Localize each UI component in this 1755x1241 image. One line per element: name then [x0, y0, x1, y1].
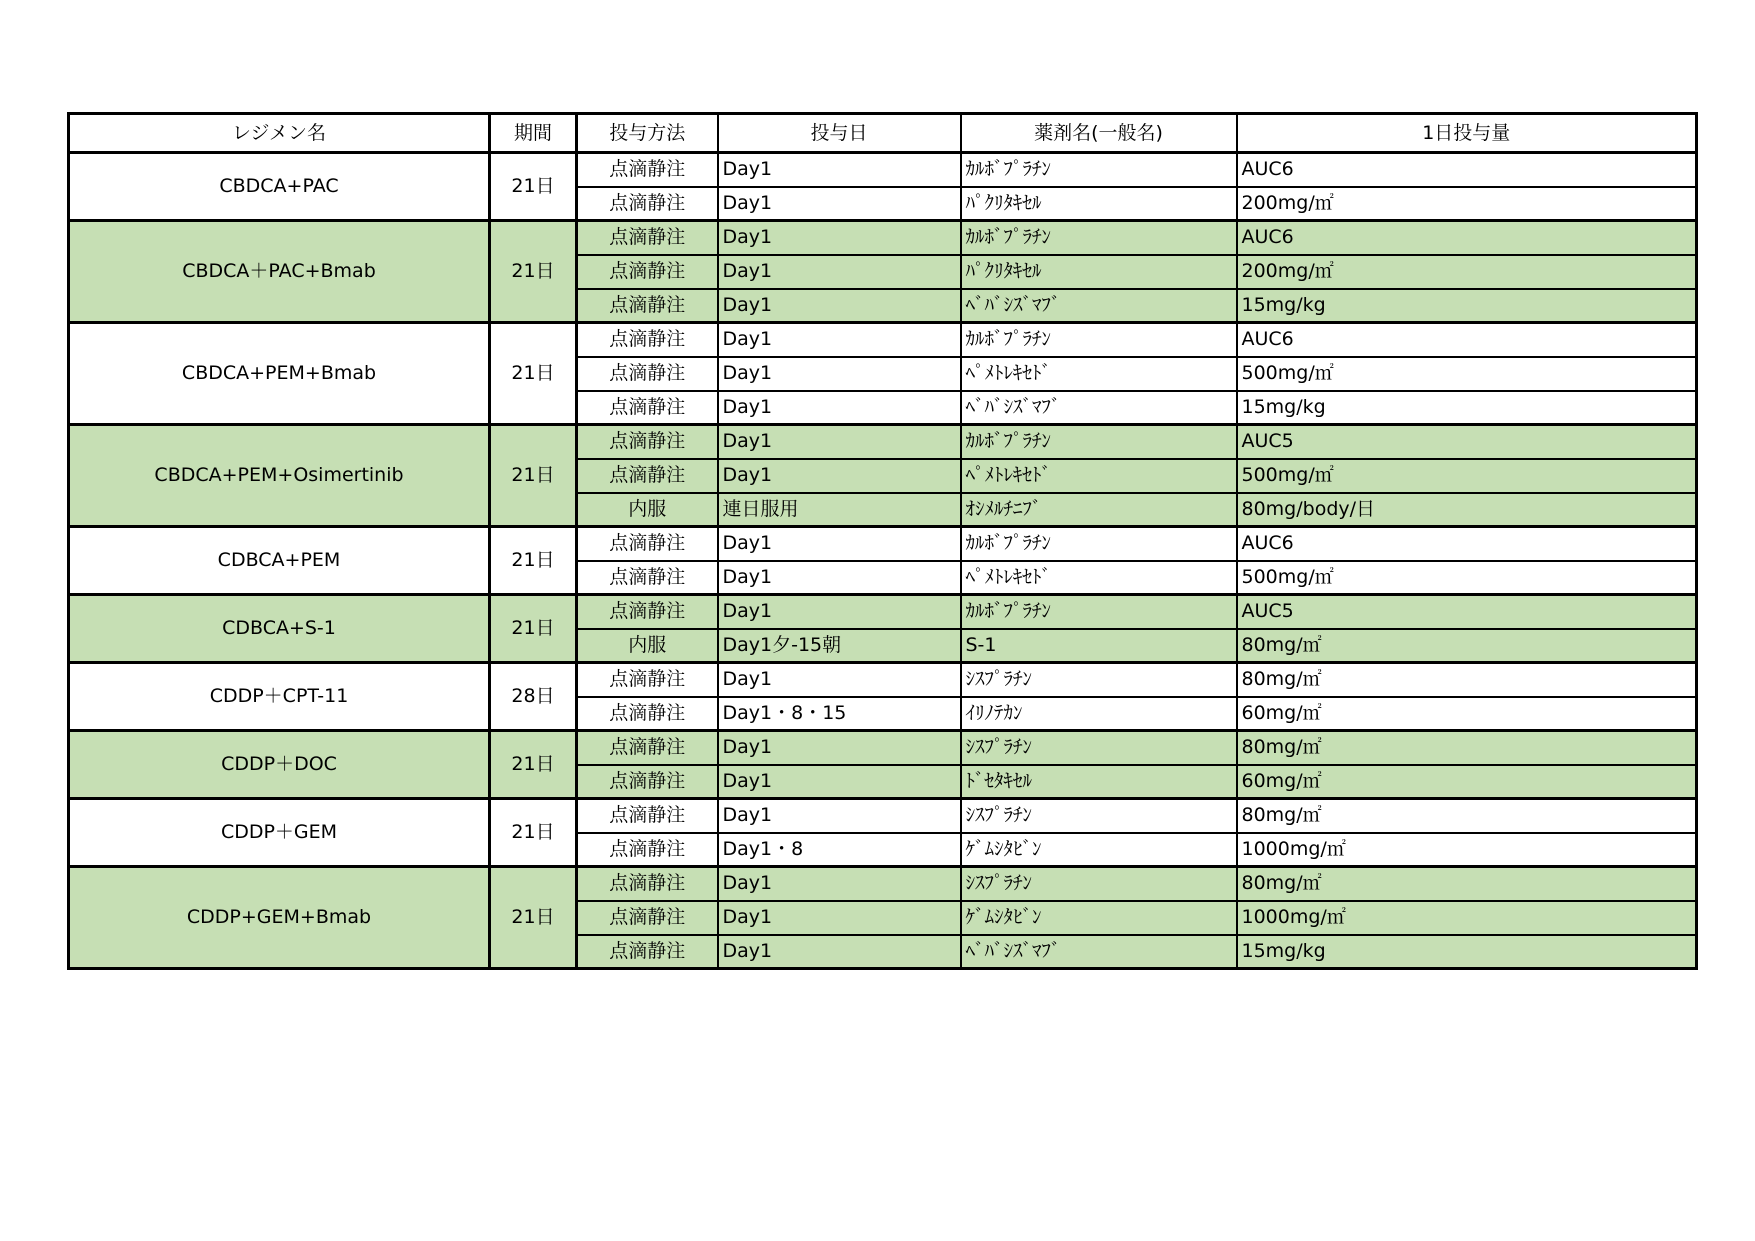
administration-day-cell: Day1: [718, 731, 961, 765]
administration-method-cell: 内服: [577, 629, 718, 663]
drug-name-cell: ｼｽﾌﾟﾗﾁﾝ: [961, 799, 1237, 833]
administration-day-cell: Day1: [718, 187, 961, 221]
period-cell: 21日: [490, 731, 577, 799]
administration-method-cell: 点滴静注: [577, 221, 718, 255]
daily-dose-cell: 1000mg/㎡: [1237, 901, 1697, 935]
drug-name-cell: ﾍﾞﾊﾞｼｽﾞﾏﾌﾞ: [961, 935, 1237, 969]
administration-day-cell: Day1: [718, 357, 961, 391]
regimen-group: [69, 731, 1697, 799]
daily-dose-cell: 15mg/kg: [1237, 391, 1697, 425]
regimen-group: [69, 595, 1697, 663]
header-drug-name: 薬剤名(一般名): [961, 114, 1237, 153]
drug-name-cell: ﾍﾟﾒﾄﾚｷｾﾄﾞ: [961, 561, 1237, 595]
administration-method-cell: 点滴静注: [577, 391, 718, 425]
administration-method-cell: 点滴静注: [577, 153, 718, 187]
administration-day-cell: Day1: [718, 255, 961, 289]
daily-dose-cell: 80mg/㎡: [1237, 663, 1697, 697]
regimen-name-cell: CDDP＋GEM: [69, 799, 490, 867]
period-cell: 21日: [490, 595, 577, 663]
daily-dose-cell: 15mg/kg: [1237, 289, 1697, 323]
table-row: [69, 595, 1697, 629]
daily-dose-cell: 80mg/body/日: [1237, 493, 1697, 527]
administration-method-cell: 点滴静注: [577, 425, 718, 459]
drug-name-cell: S-1: [961, 629, 1237, 663]
administration-day-cell: Day1・8・15: [718, 697, 961, 731]
daily-dose-cell: AUC6: [1237, 221, 1697, 255]
administration-method-cell: 内服: [577, 493, 718, 527]
regimen-name-cell: CBDCA+PEM+Bmab: [69, 323, 490, 425]
drug-name-cell: ｹﾞﾑｼﾀﾋﾞﾝ: [961, 901, 1237, 935]
daily-dose-cell: 60mg/㎡: [1237, 765, 1697, 799]
administration-method-cell: 点滴静注: [577, 187, 718, 221]
regimen-group: [69, 799, 1697, 867]
drug-name-cell: ﾍﾞﾊﾞｼｽﾞﾏﾌﾞ: [961, 391, 1237, 425]
period-cell: 21日: [490, 527, 577, 595]
table-row: [69, 867, 1697, 901]
table-row: [69, 799, 1697, 833]
regimen-group: [69, 867, 1697, 969]
drug-name-cell: ｶﾙﾎﾞﾌﾟﾗﾁﾝ: [961, 153, 1237, 187]
administration-day-cell: Day1: [718, 867, 961, 901]
header-row: [69, 114, 1697, 153]
administration-method-cell: 点滴静注: [577, 833, 718, 867]
daily-dose-cell: AUC6: [1237, 153, 1697, 187]
drug-name-cell: ｶﾙﾎﾞﾌﾟﾗﾁﾝ: [961, 527, 1237, 561]
administration-method-cell: 点滴静注: [577, 799, 718, 833]
daily-dose-cell: 80mg/㎡: [1237, 731, 1697, 765]
administration-day-cell: Day1: [718, 595, 961, 629]
administration-day-cell: Day1: [718, 527, 961, 561]
administration-method-cell: 点滴静注: [577, 527, 718, 561]
administration-method-cell: 点滴静注: [577, 459, 718, 493]
administration-method-cell: 点滴静注: [577, 765, 718, 799]
administration-day-cell: Day1: [718, 425, 961, 459]
regimen-group: [69, 527, 1697, 595]
table-row: [69, 221, 1697, 255]
daily-dose-cell: 15mg/kg: [1237, 935, 1697, 969]
administration-day-cell: Day1: [718, 663, 961, 697]
daily-dose-cell: 500mg/㎡: [1237, 357, 1697, 391]
daily-dose-cell: 500mg/㎡: [1237, 561, 1697, 595]
daily-dose-cell: AUC5: [1237, 595, 1697, 629]
drug-name-cell: ｹﾞﾑｼﾀﾋﾞﾝ: [961, 833, 1237, 867]
daily-dose-cell: 500mg/㎡: [1237, 459, 1697, 493]
table-row: [69, 323, 1697, 357]
daily-dose-cell: 80mg/㎡: [1237, 867, 1697, 901]
period-cell: 21日: [490, 221, 577, 323]
regimen-name-cell: CDBCA+S-1: [69, 595, 490, 663]
daily-dose-cell: AUC6: [1237, 527, 1697, 561]
table-row: [69, 153, 1697, 187]
period-cell: 21日: [490, 867, 577, 969]
drug-name-cell: ｶﾙﾎﾞﾌﾟﾗﾁﾝ: [961, 425, 1237, 459]
daily-dose-cell: 200mg/㎡: [1237, 187, 1697, 221]
administration-method-cell: 点滴静注: [577, 595, 718, 629]
regimen-name-cell: CDDP+GEM+Bmab: [69, 867, 490, 969]
regimen-name-cell: CBDCA+PEM+Osimertinib: [69, 425, 490, 527]
regimen-table: [67, 112, 1698, 970]
header-administration-day: 投与日: [718, 114, 961, 153]
drug-name-cell: ｼｽﾌﾟﾗﾁﾝ: [961, 731, 1237, 765]
header-daily-dose: 1日投与量: [1237, 114, 1697, 153]
daily-dose-cell: AUC6: [1237, 323, 1697, 357]
header-administration-method: 投与方法: [577, 114, 718, 153]
drug-name-cell: ﾊﾟｸﾘﾀｷｾﾙ: [961, 255, 1237, 289]
administration-method-cell: 点滴静注: [577, 901, 718, 935]
drug-name-cell: ｲﾘﾉﾃｶﾝ: [961, 697, 1237, 731]
administration-day-cell: Day1: [718, 765, 961, 799]
daily-dose-cell: 200mg/㎡: [1237, 255, 1697, 289]
drug-name-cell: ﾄﾞｾﾀｷｾﾙ: [961, 765, 1237, 799]
regimen-group: [69, 153, 1697, 221]
daily-dose-cell: 1000mg/㎡: [1237, 833, 1697, 867]
regimen-name-cell: CBDCA＋PAC+Bmab: [69, 221, 490, 323]
drug-name-cell: ｼｽﾌﾟﾗﾁﾝ: [961, 867, 1237, 901]
period-cell: 21日: [490, 153, 577, 221]
regimen-name-cell: CDBCA+PEM: [69, 527, 490, 595]
table-header: [69, 114, 1697, 153]
administration-day-cell: Day1: [718, 935, 961, 969]
period-cell: 28日: [490, 663, 577, 731]
administration-day-cell: Day1夕-15朝: [718, 629, 961, 663]
drug-name-cell: ﾍﾟﾒﾄﾚｷｾﾄﾞ: [961, 357, 1237, 391]
drug-name-cell: ｶﾙﾎﾞﾌﾟﾗﾁﾝ: [961, 595, 1237, 629]
administration-day-cell: Day1: [718, 289, 961, 323]
administration-day-cell: Day1: [718, 799, 961, 833]
administration-day-cell: 連日服用: [718, 493, 961, 527]
administration-day-cell: Day1: [718, 153, 961, 187]
drug-name-cell: ｶﾙﾎﾞﾌﾟﾗﾁﾝ: [961, 221, 1237, 255]
administration-day-cell: Day1: [718, 901, 961, 935]
administration-method-cell: 点滴静注: [577, 357, 718, 391]
table-row: [69, 425, 1697, 459]
administration-method-cell: 点滴静注: [577, 935, 718, 969]
regimen-name-cell: CDDP＋CPT-11: [69, 663, 490, 731]
period-cell: 21日: [490, 799, 577, 867]
administration-method-cell: 点滴静注: [577, 867, 718, 901]
regimen-group: [69, 663, 1697, 731]
drug-name-cell: ﾊﾟｸﾘﾀｷｾﾙ: [961, 187, 1237, 221]
header-period: 期間: [490, 114, 577, 153]
administration-day-cell: Day1: [718, 391, 961, 425]
regimen-group: [69, 425, 1697, 527]
table-row: [69, 663, 1697, 697]
regimen-name-cell: CDDP＋DOC: [69, 731, 490, 799]
daily-dose-cell: 80mg/㎡: [1237, 799, 1697, 833]
table-row: [69, 731, 1697, 765]
administration-method-cell: 点滴静注: [577, 323, 718, 357]
period-cell: 21日: [490, 425, 577, 527]
drug-name-cell: ｶﾙﾎﾞﾌﾟﾗﾁﾝ: [961, 323, 1237, 357]
administration-day-cell: Day1・8: [718, 833, 961, 867]
drug-name-cell: ﾍﾞﾊﾞｼｽﾞﾏﾌﾞ: [961, 289, 1237, 323]
daily-dose-cell: 60mg/㎡: [1237, 697, 1697, 731]
administration-day-cell: Day1: [718, 459, 961, 493]
daily-dose-cell: 80mg/㎡: [1237, 629, 1697, 663]
administration-method-cell: 点滴静注: [577, 255, 718, 289]
administration-method-cell: 点滴静注: [577, 289, 718, 323]
table-row: [69, 527, 1697, 561]
administration-method-cell: 点滴静注: [577, 663, 718, 697]
administration-method-cell: 点滴静注: [577, 697, 718, 731]
administration-method-cell: 点滴静注: [577, 561, 718, 595]
regimen-name-cell: CBDCA+PAC: [69, 153, 490, 221]
drug-name-cell: ﾍﾟﾒﾄﾚｷｾﾄﾞ: [961, 459, 1237, 493]
drug-name-cell: ｵｼﾒﾙﾁﾆﾌﾞ: [961, 493, 1237, 527]
administration-day-cell: Day1: [718, 221, 961, 255]
daily-dose-cell: AUC5: [1237, 425, 1697, 459]
regimen-group: [69, 221, 1697, 323]
drug-name-cell: ｼｽﾌﾟﾗﾁﾝ: [961, 663, 1237, 697]
administration-method-cell: 点滴静注: [577, 731, 718, 765]
administration-day-cell: Day1: [718, 323, 961, 357]
administration-day-cell: Day1: [718, 561, 961, 595]
period-cell: 21日: [490, 323, 577, 425]
regimen-group: [69, 323, 1697, 425]
header-regimen-name: レジメン名: [69, 114, 490, 153]
